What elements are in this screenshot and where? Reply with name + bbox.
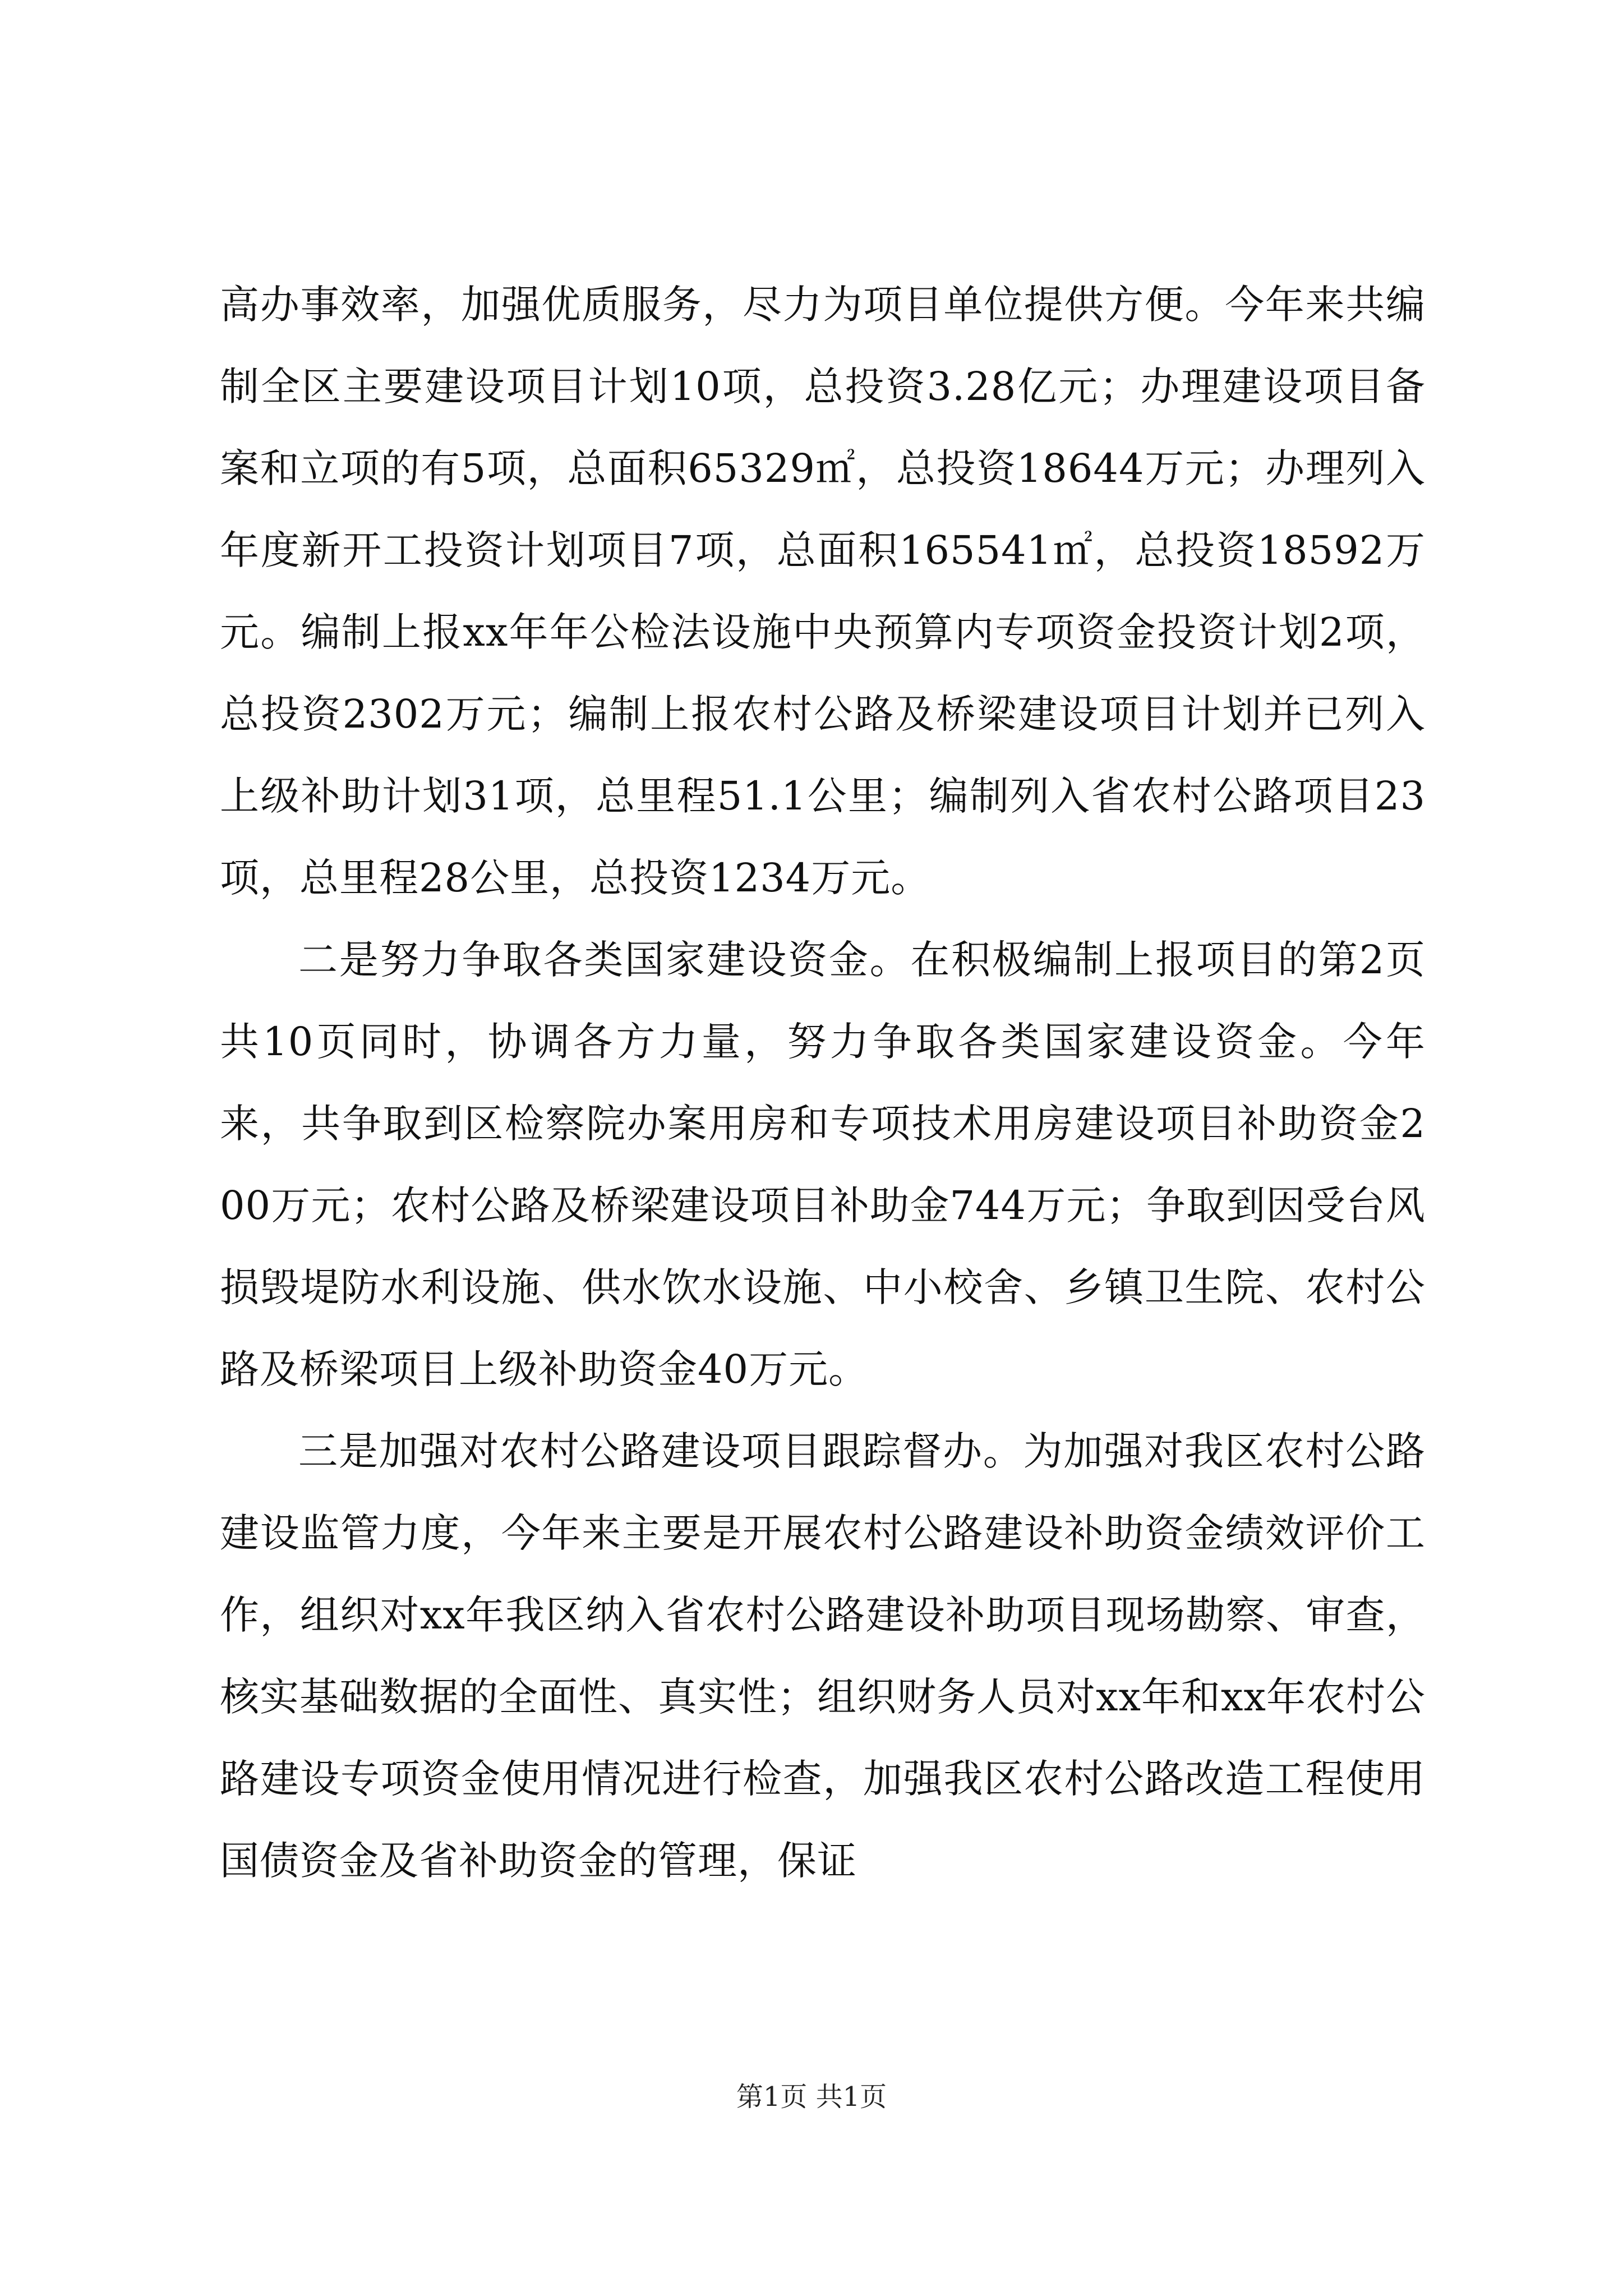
page-footer: 第1页 共1页	[736, 2081, 887, 2113]
paragraph-1: 高办事效率，加强优质服务，尽力为项目单位提供方便。今年来共编制全区主要建设项目计划10项，总投资3.28亿元；办理建设项目备案和立项的有5项，总面积65329㎡，总投资18644万元；办理列入年度新开工投资计划项目7项，总面积165541㎡，总投资18592万元。编制上报xx年年公检法设施中央预算内专项资金投资计划2项，总投资2302万元；编制上报农村公路及桥梁建设项目计划并已列入上级补助计划31项，总里程51.1公里；编制列入省农村公路项目23项，总里程28公里，总投资1234万元。	[220, 282, 1426, 901]
paragraph-3: 三是加强对农村公路建设项目跟踪督办。为加强对我区农村公路建设监管力度，今年来主要是开展农村公路建设补助资金绩效评价工作，组织对xx年我区纳入省农村公路建设补助项目现场勘察、审查，核实基础数据的全面性、真实性；组织财务人员对xx年和xx年农村公路建设专项资金使用情况进行检查，加强我区农村公路改造工程使用国债资金及省补助资金的管理，保证	[220, 1428, 1426, 1884]
paragraph-2: 二是努力争取各类国家建设资金。在积极编制上报项目的第2页共10页同时，协调各方力量，努力争取各类国家建设资金。今年来，共争取到区检察院办案用房和专项技术用房建设项目补助资金200万元；农村公路及桥梁建设项目补助金744万元；争取到因受台风损毁堤防水利设施、供水饮水设施、中小校舍、乡镇卫生院、农村公路及桥梁项目上级补助资金40万元。	[220, 937, 1426, 1392]
document-body	[220, 264, 1426, 1902]
